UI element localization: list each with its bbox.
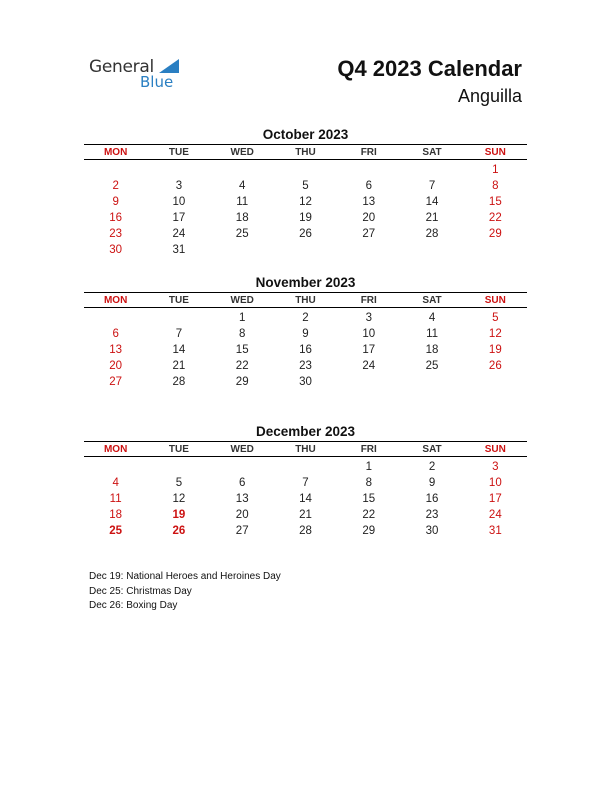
day-cell: 14: [425, 196, 439, 208]
day-grid: [84, 308, 527, 390]
day-cell: 20: [362, 212, 376, 224]
day-cell: 15: [488, 196, 502, 208]
day-cell: 7: [302, 477, 309, 489]
day-cell: 27: [109, 376, 123, 388]
day-cell: 24: [362, 360, 376, 372]
day-cell: 18: [425, 344, 439, 356]
logo-blue-text: Blue: [140, 73, 174, 91]
day-cell: 17: [362, 344, 376, 356]
day-cell: 1: [365, 461, 372, 473]
day-cell: 17: [488, 493, 502, 505]
weekday-mon: MON: [103, 146, 128, 158]
weekday-wed: WED: [230, 146, 254, 158]
day-grid: [84, 160, 527, 258]
day-cell: 7: [428, 180, 436, 192]
empty-cell: [147, 459, 210, 475]
weekday-header: [84, 292, 527, 308]
day-cell: 28: [299, 525, 312, 537]
weekday-sat: SAT: [422, 146, 442, 158]
day-cell: 10: [488, 477, 502, 489]
day-cell: 11: [109, 493, 122, 505]
month-november: [84, 273, 527, 390]
day-cell: 5: [175, 477, 183, 489]
weekday-fri: FRI: [360, 443, 377, 455]
day-cell: 21: [172, 360, 186, 372]
month-december: [84, 422, 527, 539]
day-cell: 23: [425, 509, 439, 521]
day-cell: 28: [172, 376, 186, 388]
day-cell: 16: [299, 344, 312, 356]
holiday-notes: [89, 570, 281, 614]
day-cell: 29: [488, 228, 502, 240]
weekday-sat: SAT: [422, 443, 442, 455]
empty-cell: [211, 459, 274, 475]
logo: [89, 57, 199, 97]
page-title: Q4 2023 Calendar: [337, 56, 522, 81]
day-cell: 5: [492, 312, 499, 324]
weekday-mon: MON: [103, 294, 128, 306]
empty-cell: [337, 162, 400, 178]
day-cell: 6: [239, 477, 246, 489]
day-cell: 19: [172, 509, 186, 521]
day-cell: 9: [428, 477, 436, 489]
day-cell: 20: [235, 509, 249, 521]
weekday-header: [84, 144, 527, 160]
day-cell: 16: [109, 212, 123, 224]
day-cell: 2: [302, 312, 309, 324]
weekday-wed: WED: [230, 294, 254, 306]
day-cell: 3: [492, 461, 499, 473]
day-cell: 7: [175, 328, 183, 340]
month-title: November 2023: [255, 275, 356, 290]
day-cell: 25: [109, 525, 123, 537]
day-cell: 13: [235, 493, 249, 505]
day-cell: 30: [425, 525, 439, 537]
day-cell: 26: [488, 360, 502, 372]
day-cell: 11: [236, 196, 249, 208]
weekday-mon: MON: [103, 443, 128, 455]
day-cell: 26: [299, 228, 312, 240]
day-cell: 23: [299, 360, 312, 372]
day-cell: 18: [235, 212, 249, 224]
month-title: December 2023: [255, 424, 356, 439]
day-cell: 8: [239, 328, 246, 340]
weekday-thu: THU: [295, 443, 316, 455]
day-grid: [84, 457, 527, 539]
month-october: [84, 125, 527, 258]
empty-cell: [84, 310, 147, 326]
weekday-fri: FRI: [360, 146, 377, 158]
day-cell: 19: [488, 344, 502, 356]
day-cell: 22: [235, 360, 249, 372]
day-cell: 3: [365, 312, 372, 324]
day-cell: 12: [172, 493, 186, 505]
day-cell: 21: [299, 509, 312, 521]
weekday-sun: SUN: [484, 443, 506, 455]
day-cell: 25: [425, 360, 439, 372]
weekday-sun: SUN: [484, 146, 506, 158]
day-cell: 2: [112, 180, 119, 192]
day-cell: 24: [488, 509, 502, 521]
day-cell: 9: [302, 328, 309, 340]
day-cell: 28: [425, 228, 439, 240]
empty-cell: [147, 162, 210, 178]
weekday-thu: THU: [295, 294, 316, 306]
day-cell: 1: [492, 164, 499, 176]
day-cell: 9: [112, 196, 119, 208]
empty-cell: [211, 162, 274, 178]
weekday-tue: TUE: [168, 294, 189, 306]
weekday-thu: THU: [295, 146, 316, 158]
empty-cell: [84, 162, 147, 178]
day-cell: 12: [299, 196, 312, 208]
day-cell: 21: [425, 212, 439, 224]
weekday-wed: WED: [230, 443, 254, 455]
logo-general-text: General: [89, 57, 154, 77]
day-cell: 11: [426, 328, 439, 340]
day-cell: 18: [109, 509, 123, 521]
day-cell: 22: [362, 509, 376, 521]
day-cell: 31: [488, 525, 502, 537]
day-cell: 29: [362, 525, 376, 537]
day-cell: 10: [362, 328, 376, 340]
empty-cell: [84, 459, 147, 475]
holiday-note: Dec 25: Christmas Day: [89, 585, 192, 597]
day-cell: 13: [109, 344, 123, 356]
day-cell: 26: [172, 525, 186, 537]
day-cell: 30: [299, 376, 312, 388]
day-cell: 17: [172, 212, 186, 224]
day-cell: 8: [365, 477, 372, 489]
day-cell: 30: [109, 244, 123, 256]
empty-cell: [147, 310, 210, 326]
empty-cell: [274, 162, 337, 178]
day-cell: 5: [302, 180, 309, 192]
weekday-sat: SAT: [422, 294, 442, 306]
empty-cell: [400, 162, 463, 178]
day-cell: 2: [428, 461, 436, 473]
weekday-tue: TUE: [168, 146, 189, 158]
month-title: October 2023: [262, 127, 349, 142]
day-cell: 31: [172, 244, 186, 256]
day-cell: 4: [112, 477, 119, 489]
day-cell: 14: [172, 344, 186, 356]
day-cell: 1: [239, 312, 246, 324]
day-cell: 27: [362, 228, 376, 240]
day-cell: 6: [365, 180, 372, 192]
day-cell: 20: [109, 360, 123, 372]
logo-triangle-icon: [159, 59, 179, 73]
day-cell: 15: [235, 344, 249, 356]
day-cell: 22: [488, 212, 502, 224]
empty-cell: [274, 459, 337, 475]
day-cell: 4: [239, 180, 246, 192]
day-cell: 24: [172, 228, 186, 240]
day-cell: 23: [109, 228, 123, 240]
day-cell: 15: [362, 493, 376, 505]
day-cell: 19: [299, 212, 312, 224]
day-cell: 29: [235, 376, 249, 388]
day-cell: 8: [492, 180, 499, 192]
day-cell: 27: [235, 525, 249, 537]
weekday-fri: FRI: [360, 294, 377, 306]
day-cell: 3: [175, 180, 183, 192]
day-cell: 12: [488, 328, 502, 340]
day-cell: 25: [235, 228, 249, 240]
weekday-tue: TUE: [168, 443, 189, 455]
day-cell: 14: [299, 493, 312, 505]
day-cell: 13: [362, 196, 376, 208]
day-cell: 10: [172, 196, 186, 208]
holiday-note: Dec 26: Boxing Day: [89, 600, 178, 611]
weekday-sun: SUN: [484, 294, 506, 306]
day-cell: 6: [112, 328, 119, 340]
weekday-header: [84, 441, 527, 457]
day-cell: 4: [428, 312, 436, 324]
holiday-note: Dec 19: National Heroes and Heroines Day: [89, 571, 281, 582]
day-cell: 16: [425, 493, 439, 505]
country-name: Anguilla: [457, 86, 522, 106]
